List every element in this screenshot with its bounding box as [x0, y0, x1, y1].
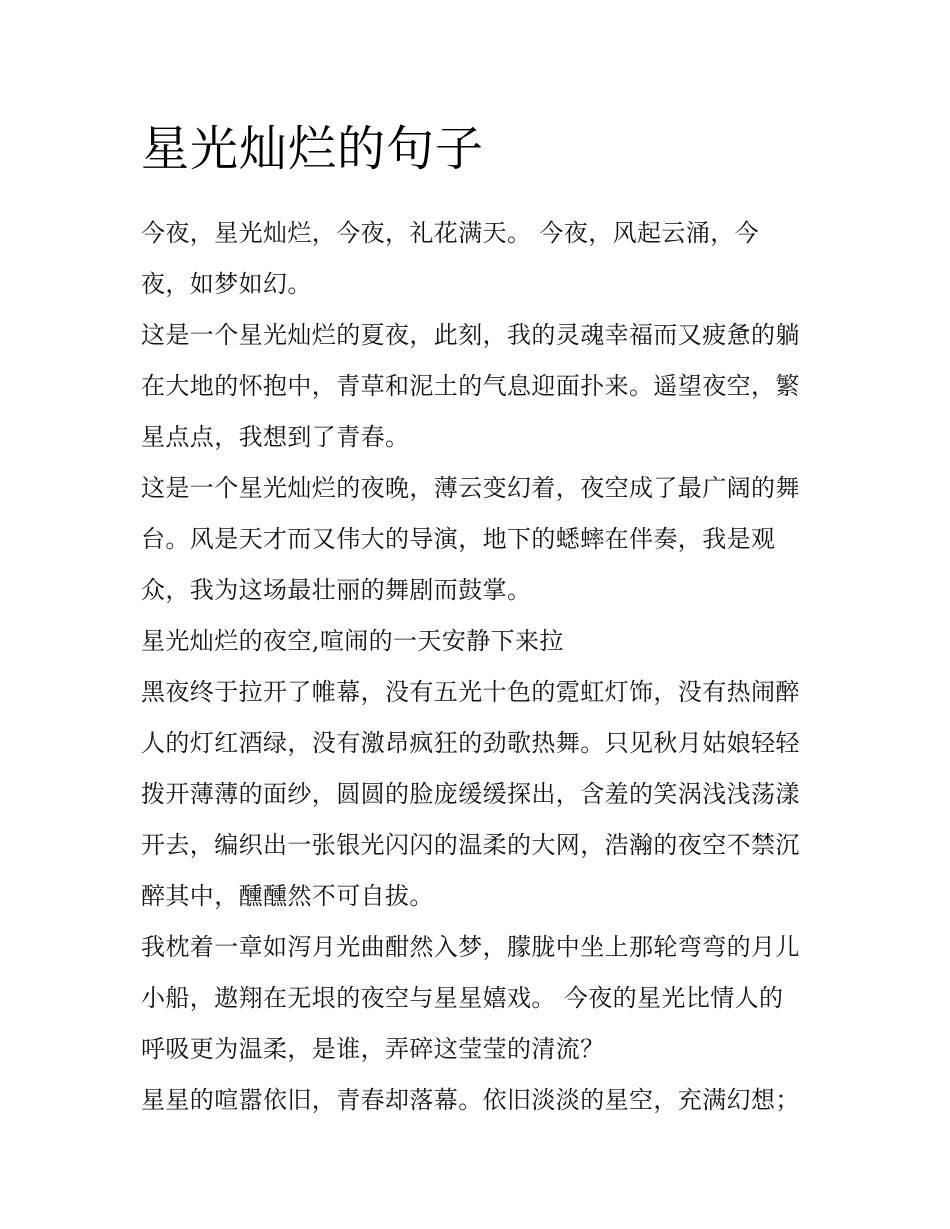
paragraph-6: 我枕着一章如泻月光曲酣然入梦，朦胧中坐上那轮弯弯的月儿 小船，遨翔在无垠的夜空与星星嬉戏。 今夜的星光比情人的 呼吸更为温柔，是谁，弄碎这莹莹的清流？: [141, 933, 800, 1063]
paragraph-5: 黑夜终于拉开了帷幕，没有五光十色的霓虹灯饰，没有热闹醉 人的灯红酒绿，没有激昂疯狂的劲歌热舞。只见秋月姑娘轻轻 拨开薄薄的面纱，圆圆的脸庞缓缓探出，含羞的笑涡浅浅荡漾 开去，编织出一张银光闪闪的温柔的大网，浩瀚的夜空不禁沉 醉其中，醺醺然不可自拔。: [141, 678, 800, 910]
paragraph-7: 星星的喧嚣依旧，青春却落幕。依旧淡淡的星空，充满幻想；: [141, 1086, 800, 1114]
paragraph-4: 星光灿烂的夜空,喧闹的一天安静下来拉: [141, 627, 564, 655]
paragraph-2: 这是一个星光灿烂的夏夜，此刻，我的灵魂幸福而又疲惫的躺 在大地的怀抱中，青草和泥土的气息迎面扑来。遥望夜空，繁 星点点，我想到了青春。: [141, 321, 800, 451]
paragraph-3: 这是一个星光灿烂的夜晚，薄云变幻着，夜空成了最广阔的舞 台。风是天才而又伟大的导演，地下的蟋蟀在伴奏，我是观 众，我为这场最壮丽的舞剧而鼓掌。: [141, 474, 800, 604]
document-page: [141, 112, 821, 1126]
paragraph-1: 今夜，星光灿烂，今夜，礼花满天。 今夜，风起云涌，今 夜，如梦如幻。: [141, 219, 760, 298]
document-title: 星光灿烂的句子: [141, 121, 485, 177]
